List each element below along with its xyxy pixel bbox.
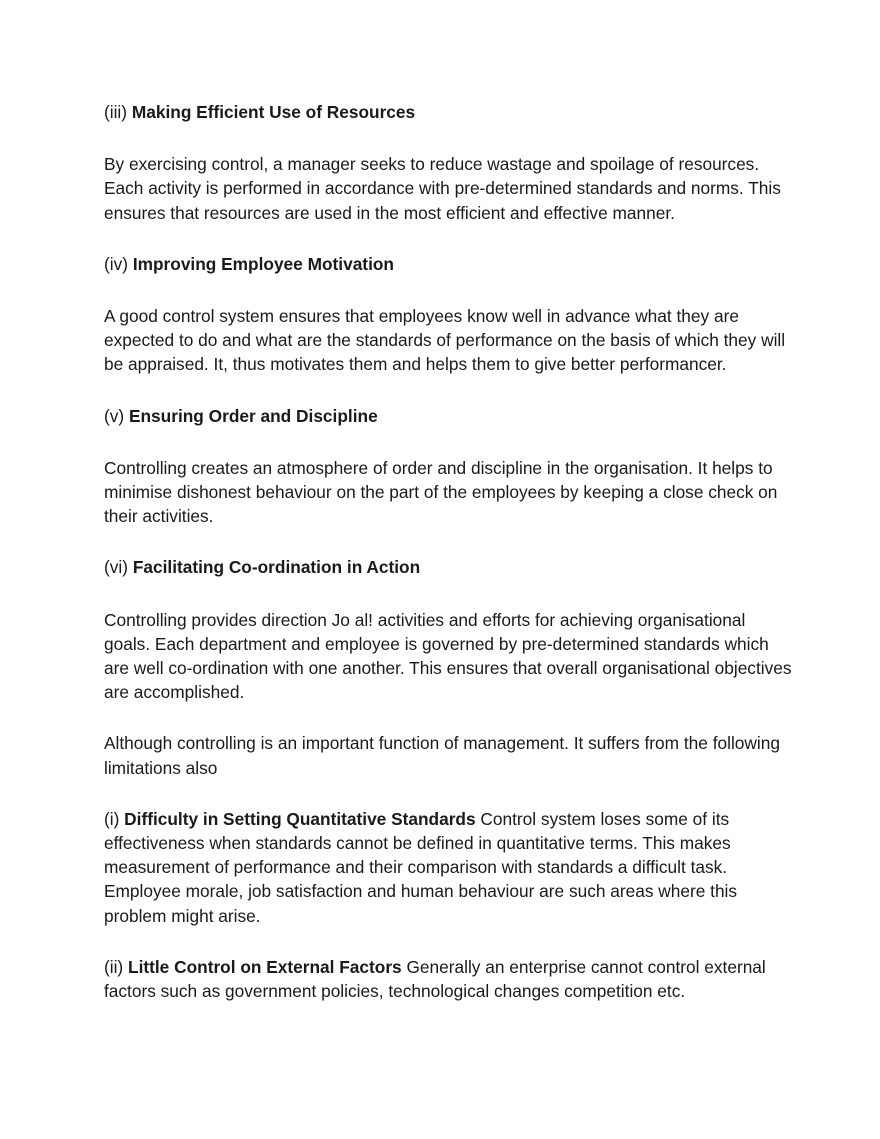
section-number: (v) [104,405,125,426]
section-heading-vi [104,555,794,579]
document-page [104,100,794,1030]
section-body-iv: A good control system ensures that employees know well in advance what they are expected to do and what are the standards of performance on the basis of which they will be appraised. It, thus motivates them and helps them to give better performancer. [104,306,786,375]
limitation-i [104,807,794,928]
section-title: Ensuring Order and Discipline [128,405,378,426]
limitations-intro: Although controlling is an important function of management. It suffers from the following limitations also [104,733,780,778]
limitation-number: (i) [104,808,120,829]
section-title: Improving Employee Motivation [132,253,394,274]
section-title: Facilitating Co-ordination in Action [132,557,421,578]
limitation-title: Difficulty in Setting Quantitative Standards [124,808,476,829]
section-heading-iv [104,252,794,276]
limitation-title: Little Control on External Factors [128,956,402,977]
limitation-number: (ii) [104,956,124,977]
limitation-text: Generally an enterprise cannot control external factors such as government policies, technological changes competition etc. [104,956,766,1002]
section-number: (iv) [104,253,128,274]
section-body-iii: By exercising control, a manager seeks to reduce wastage and spoilage of resources. Each activity is performed in accordance with pre-determined standards and norms. This ensures that resources are used in the most efficient and effective manner. [104,154,781,223]
section-body-vi: Controlling provides direction Jo al! activities and efforts for achieving organisational goals. Each department and employee is governed by pre-determined standards which are well co-ordination with one another. This ensures that overall organisational objectives are accomplished. [104,609,792,703]
limitation-ii [104,955,794,1003]
section-title: Making Efficient Use of Resources [131,102,416,122]
section-number: (iii) [104,102,128,122]
limitation-text: Control system loses some of its effectiveness when standards cannot be defined in quantitative terms. This makes measurement of performance and their comparison with standards a difficult task. Employee morale, job satisfaction and human behaviour are such areas where this problem might arise. [104,808,738,926]
section-heading-iii [104,100,794,124]
section-heading-v [104,404,794,428]
section-number: (vi) [104,557,128,578]
section-body-v: Controlling creates an atmosphere of order and discipline in the organisation. It helps to minimise dishonest behaviour on the part of the employees by keeping a close check on their activities. [104,457,778,527]
